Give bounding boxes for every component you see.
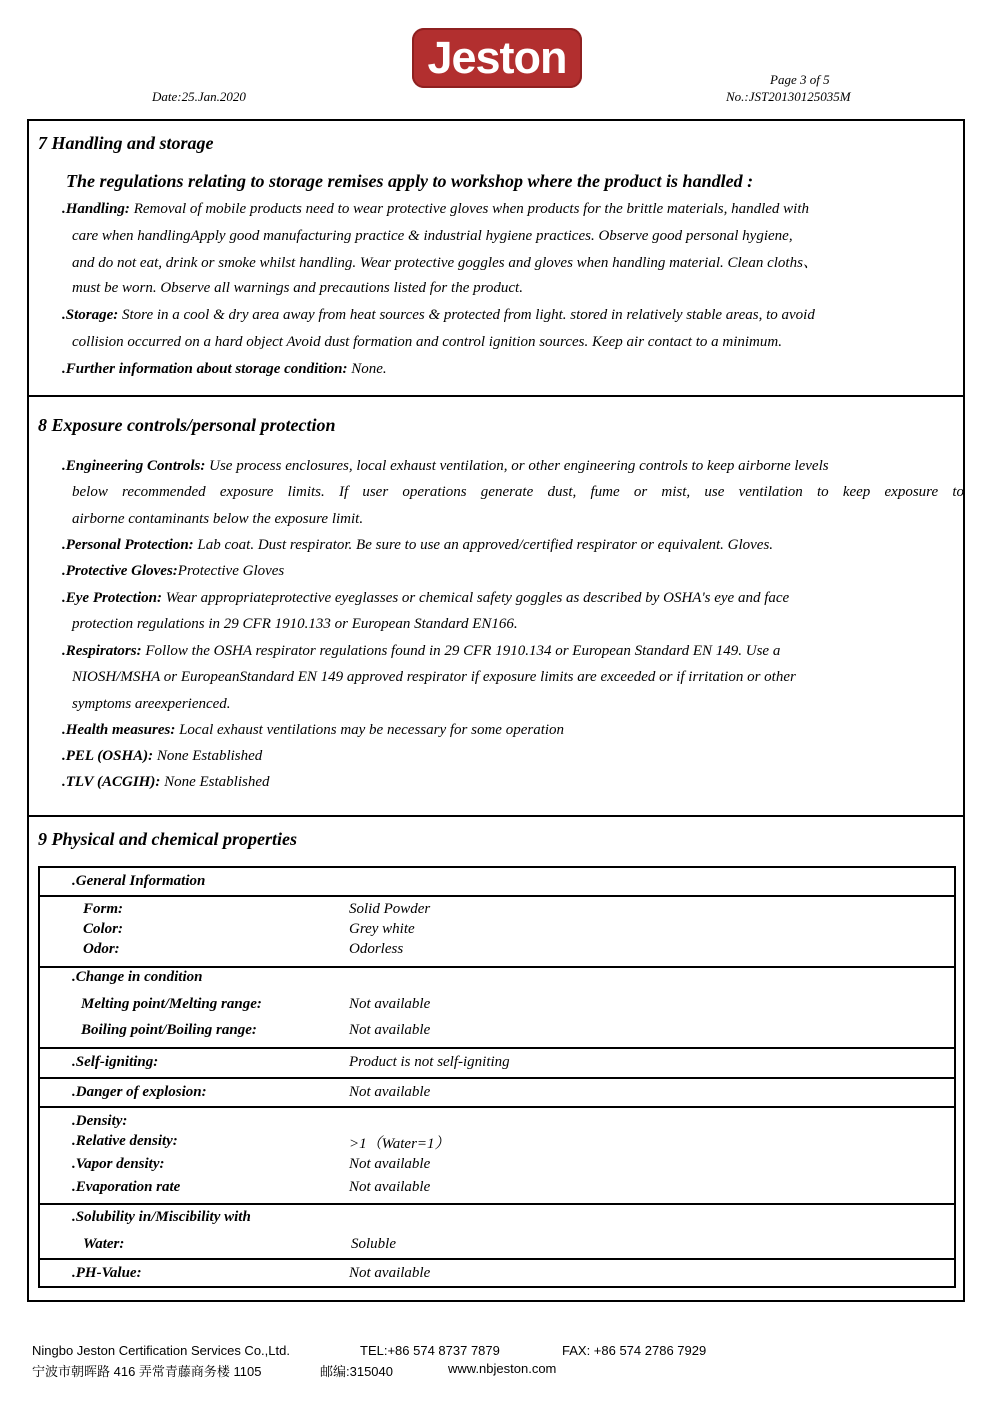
table-row-divider: [38, 895, 956, 897]
pel-line: [62, 748, 262, 765]
boiling-point-value: Not available: [349, 1022, 431, 1038]
jeston-logo: [412, 28, 582, 88]
personal-protection-label: .Personal Protection:: [62, 537, 194, 553]
eye-protection-line-1: [62, 590, 789, 607]
document-number: No.:JST20130125035M: [726, 89, 851, 104]
self-igniting-label: .Self-igniting:: [72, 1054, 159, 1070]
health-measures-label: .Health measures:: [62, 722, 176, 738]
respirators-text: Follow the OSHA respirator regulations found in 29 CFR 1910.134 or European Standard EN 149. Use a: [141, 643, 781, 659]
explosion-label: .Danger of explosion:: [72, 1084, 207, 1100]
tlv-label: .TLV (ACGIH):: [62, 774, 161, 790]
page-number: Page 3 of 5: [770, 72, 830, 87]
further-info-line: [62, 361, 387, 378]
explosion-value: Not available: [349, 1084, 431, 1100]
table-row-divider: [38, 1047, 956, 1049]
storage-line-2: collision occurred on a hard object Avoid dust formation and control ignition sources. Keep air contact to a minimum.: [72, 334, 782, 350]
handling-line-1: [62, 201, 809, 218]
health-measures-value: Local exhaust ventilations may be necessary for some operation: [175, 722, 565, 738]
handling-line-3: and do not eat, drink or smoke whilst handling. Wear protective goggles and gloves when handling material. Clean cloths、: [72, 255, 818, 271]
respirators-line-2: NIOSH/MSHA or EuropeanStandard EN 149 approved respirator if exposure limits are exceeded or if irritation or other: [72, 669, 796, 685]
footer-fax: FAX: +86 574 2786 7929: [562, 1343, 707, 1358]
footer-postcode: 邮编:315040: [320, 1364, 393, 1379]
further-info-label: .Further information about storage condition:: [62, 361, 348, 377]
vapor-density-label: .Vapor density:: [72, 1156, 165, 1172]
handling-line-4: must be worn. Observe all warnings and precautions listed for the product.: [72, 280, 523, 296]
personal-protection-value: Lab coat. Dust respirator. Be sure to use an approved/certified respirator or equivalent. Gloves.: [193, 537, 774, 553]
relative-density-label: .Relative density:: [72, 1133, 178, 1149]
density-label: .Density:: [72, 1113, 128, 1129]
change-in-condition-heading: .Change in condition: [72, 969, 203, 985]
storage-label: .Storage:: [62, 307, 119, 323]
logo-text: Jeston: [427, 32, 567, 83]
protective-gloves-line: [62, 563, 284, 580]
document-date: Date:25.Jan.2020: [152, 89, 246, 104]
table-row-divider: [38, 966, 956, 968]
table-row-divider: [38, 1203, 956, 1205]
section-divider: [27, 815, 965, 817]
ph-value-value: Not available: [349, 1265, 431, 1281]
protective-gloves-value: Protective Gloves: [177, 563, 285, 579]
relative-density-value: >1（Water=1）: [349, 1136, 450, 1152]
engineering-label: .Engineering Controls:: [62, 458, 206, 474]
footer-address: 宁波市朝晖路 416 弄常青藤商务楼 1105: [32, 1364, 262, 1379]
pel-value: None Established: [153, 748, 263, 764]
table-row-divider: [38, 1077, 956, 1079]
table-row-divider: [38, 1106, 956, 1108]
storage-intro: The regulations relating to storage remises apply to workshop where the product is handled :: [66, 171, 754, 191]
melting-point-value: Not available: [349, 996, 431, 1012]
health-measures-line: [62, 722, 564, 739]
storage-line-1: [62, 307, 815, 324]
odor-value: Odorless: [349, 941, 404, 957]
table-row-divider: [38, 1258, 956, 1260]
handling-line-2: care when handlingApply good manufacturing practice & industrial hygiene practices. Observe good personal hygiene,: [72, 228, 793, 244]
engineering-line-2: below recommended exposure limits. If user operations generate dust, fume or mist, use ventilation to keep exposure to: [72, 484, 964, 500]
protective-gloves-label: .Protective Gloves:: [62, 563, 178, 579]
engineering-text: Use process enclosures, local exhaust ventilation, or other engineering controls to keep airborne levels: [205, 458, 829, 474]
section-9-title: 9 Physical and chemical properties: [38, 829, 297, 849]
footer-company: Ningbo Jeston Certification Services Co.,Ltd.: [32, 1343, 290, 1358]
respirators-label: .Respirators:: [62, 643, 142, 659]
evaporation-rate-label: .Evaporation rate: [72, 1179, 181, 1195]
engineering-line-3: airborne contaminants below the exposure limit.: [72, 511, 364, 527]
odor-label: Odor:: [83, 941, 120, 957]
form-label: Form:: [83, 901, 124, 917]
further-info-value: None.: [347, 361, 387, 377]
section-8-title: 8 Exposure controls/personal protection: [38, 415, 336, 435]
vapor-density-value: Not available: [349, 1156, 431, 1172]
engineering-line-1: [62, 458, 829, 475]
personal-protection-line: [62, 537, 773, 554]
storage-text: Store in a cool & dry area away from heat sources & protected from light. stored in relatively stable areas, to avoid: [118, 307, 815, 323]
evaporation-rate-value: Not available: [349, 1179, 431, 1195]
respirators-line-1: [62, 643, 780, 660]
section-7-title: 7 Handling and storage: [38, 133, 214, 153]
water-label: Water:: [83, 1236, 125, 1252]
self-igniting-value: Product is not self-igniting: [349, 1054, 510, 1070]
handling-label: .Handling:: [62, 201, 130, 217]
eye-protection-line-2: protection regulations in 29 CFR 1910.133 or European Standard EN166.: [72, 616, 518, 632]
ph-value-label: .PH-Value:: [72, 1265, 142, 1281]
footer-website[interactable]: www.nbjeston.com: [448, 1361, 557, 1376]
melting-point-label: Melting point/Melting range:: [81, 996, 262, 1012]
color-value: Grey white: [349, 921, 415, 937]
solubility-label: .Solubility in/Miscibility with: [72, 1209, 251, 1225]
respirators-line-3: symptoms areexperienced.: [72, 696, 231, 712]
section-divider: [27, 395, 965, 397]
color-label: Color:: [83, 921, 124, 937]
water-value: Soluble: [351, 1236, 396, 1252]
footer-tel: TEL:+86 574 8737 7879: [360, 1343, 500, 1358]
boiling-point-label: Boiling point/Boiling range:: [81, 1022, 257, 1038]
handling-text: Removal of mobile products need to wear protective gloves when products for the brittle materials, handled with: [129, 201, 810, 217]
tlv-line: [62, 774, 270, 791]
eye-protection-text: Wear appropriateprotective eyeglasses or chemical safety goggles as described by OSHA's eye and face: [161, 590, 790, 606]
eye-protection-label: .Eye Protection:: [62, 590, 162, 606]
general-information-heading: .General Information: [72, 873, 206, 889]
tlv-value: None Established: [160, 774, 270, 790]
pel-label: .PEL (OSHA):: [62, 748, 154, 764]
form-value: Solid Powder: [349, 901, 431, 917]
